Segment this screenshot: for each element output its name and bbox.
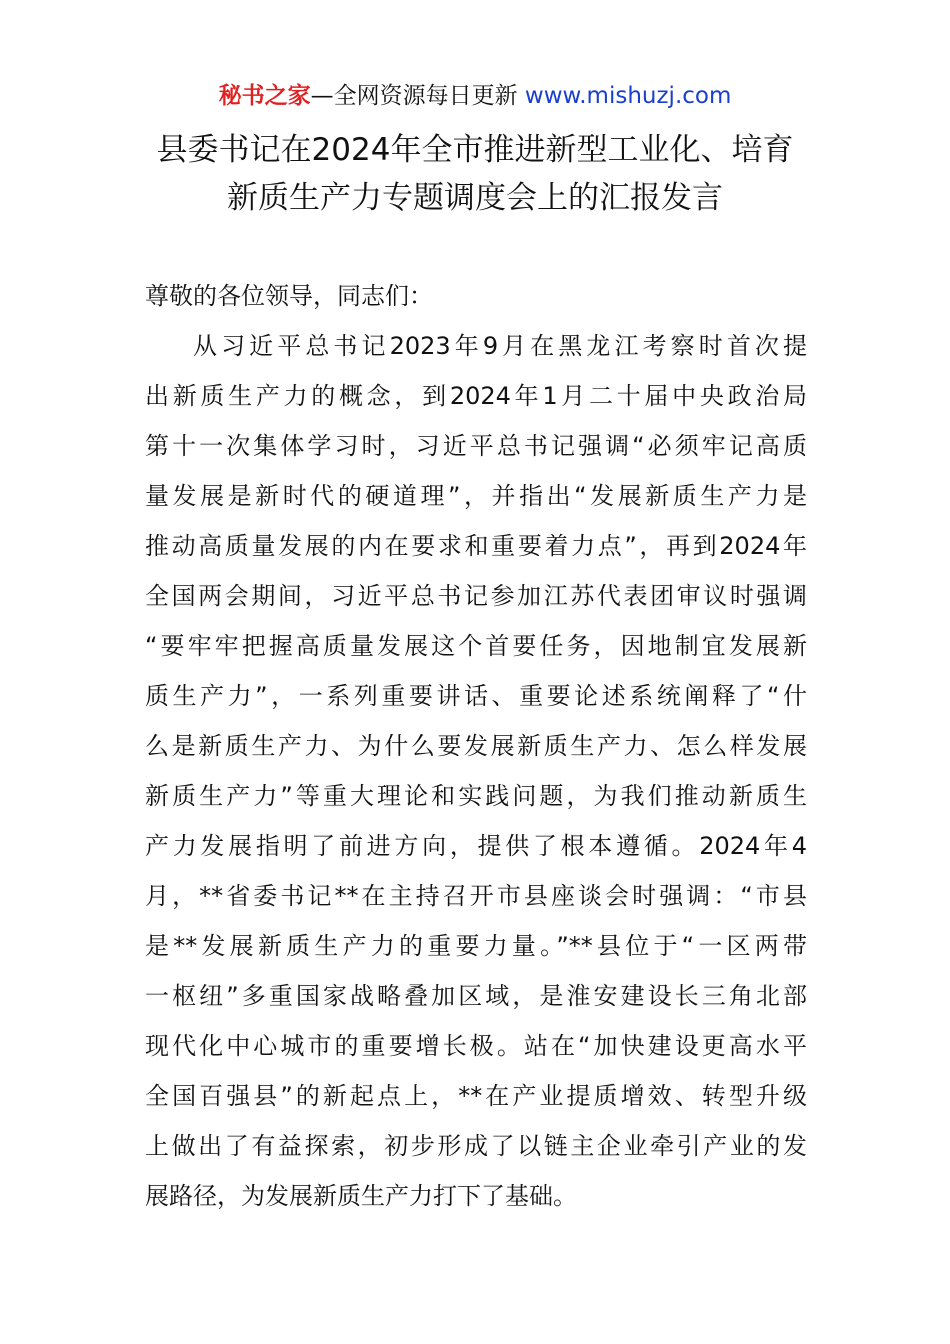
body-line: 出新质生产力的概念，到2024年1月二十届中央政治局 xyxy=(145,382,807,410)
body-line: “要牢牢把握高质量发展这个首要任务，因地制宜发展新 xyxy=(145,632,807,660)
body-line: 么是新质生产力、为什么要发展新质生产力、怎么样发展 xyxy=(145,732,807,760)
body-line: 第十一次集体学习时，习近平总书记强调“必须牢记高质 xyxy=(145,432,807,460)
body-line: 是**发展新质生产力的重要力量。”**县位于“一区两带 xyxy=(145,932,807,960)
title-line-1: 县委书记在2024年全市推进新型工业化、培育 xyxy=(156,132,794,168)
salutation: 尊敬的各位领导，同志们： xyxy=(145,282,433,310)
body-line: 量发展是新时代的硬道理”，并指出“发展新质生产力是 xyxy=(145,482,807,510)
site-tagline: —全网资源每日更新 xyxy=(310,83,518,109)
body-line: 质生产力”，一系列重要讲话、重要论述系统阐释了“什 xyxy=(145,682,807,710)
body-line: 一枢纽”多重国家战略叠加区域，是淮安建设长三角北部 xyxy=(145,982,807,1010)
body-line: 展路径，为发展新质生产力打下了基础。 xyxy=(145,1182,577,1210)
title-line-2: 新质生产力专题调度会上的汇报发言 xyxy=(227,180,723,216)
body-line: 全国两会期间，习近平总书记参加江苏代表团审议时强调 xyxy=(145,582,807,610)
body-line: 现代化中心城市的重要增长极。站在“加快建设更高水平 xyxy=(145,1032,807,1060)
site-url-link[interactable]: www.mishuzj.com xyxy=(524,83,732,109)
body-line: 从习近平总书记2023年9月在黑龙江考察时首次提 xyxy=(193,332,807,360)
body-paragraph xyxy=(145,326,807,1226)
body-line: 新质生产力”等重大理论和实践问题，为我们推动新质生 xyxy=(145,782,807,810)
body-line: 上做出了有益探索，初步形成了以链主企业牵引产业的发 xyxy=(145,1132,807,1160)
site-header xyxy=(0,80,950,112)
body-line: 全国百强县”的新起点上，**在产业提质增效、转型升级 xyxy=(145,1082,807,1110)
body-line: 推动高质量发展的内在要求和重要着力点”，再到2024年 xyxy=(145,532,807,560)
brand-name: 秘书之家 xyxy=(218,83,311,109)
body-line: 产力发展指明了前进方向，提供了根本遵循。2024年4 xyxy=(145,832,807,860)
body-line: 月，**省委书记**在主持召开市县座谈会时强调：“市县 xyxy=(145,882,807,910)
document-title xyxy=(0,126,950,222)
